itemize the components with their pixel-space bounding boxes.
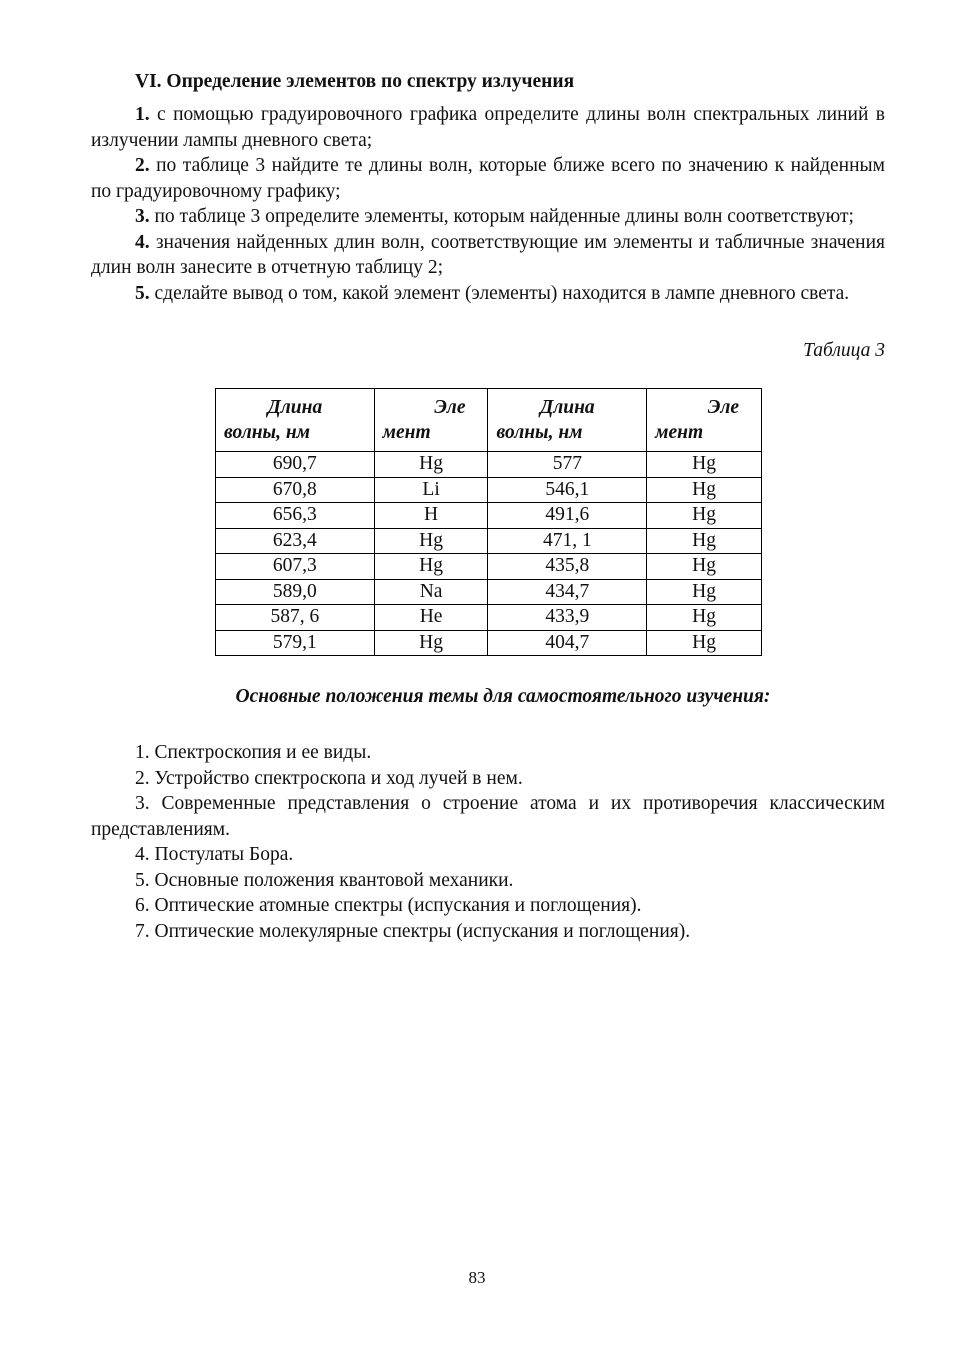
list-item: 2. Устройство спектроскопа и ход лучей в нем. [135,767,523,789]
wavelength-cell: 404,7 [488,630,647,656]
wavelength-cell: 435,8 [488,554,647,580]
wavelength-cell: 690,7 [216,452,375,478]
header-wavelength: Длина волны, нм [488,389,647,452]
element-cell: Hg [647,477,762,503]
step-text: сделайте вывод о том, какой элемент (элементы) находится в лампе дневного света. [149,282,850,304]
table-row [216,630,762,656]
element-cell: Hg [374,452,488,478]
element-cell: Hg [374,630,488,656]
step-item [91,102,885,153]
element-cell: Hg [374,528,488,554]
element-cell: He [374,605,488,631]
table-row [216,605,762,631]
list-item: 4. Постулаты Бора. [135,844,294,865]
study-topics-list [91,740,885,944]
table-row [216,452,762,478]
step-number: 1. [135,104,150,125]
wavelength-cell: 607,3 [216,554,375,580]
section-heading: VI. Определение элементов по спектру излучения [135,71,575,92]
element-cell: Hg [647,579,762,605]
step-number: 3. [135,206,150,227]
wavelength-cell: 471, 1 [488,528,647,554]
list-item: 3. Современные представления о строение атома и их противоречия классическим представлениям. [91,793,885,840]
page-content [91,68,885,944]
step-item [91,153,885,204]
wavelength-cell: 546,1 [488,477,647,503]
element-cell: H [374,503,488,529]
element-cell: Na [374,579,488,605]
wavelength-cell: 670,8 [216,477,375,503]
wavelength-cell: 656,3 [216,503,375,529]
element-cell: Hg [647,452,762,478]
table-row [216,579,762,605]
instruction-steps [91,102,885,306]
list-item: 5. Основные положения квантовой механики. [135,869,514,891]
table-caption: Таблица 3 [803,340,885,361]
list-item: 7. Оптические молекулярные спектры (испускания и поглощения). [135,920,691,942]
step-item [91,230,885,281]
wavelength-cell: 434,7 [488,579,647,605]
element-cell: Hg [647,503,762,529]
table-row [216,528,762,554]
header-wavelength: Длина волны, нм [216,389,375,452]
step-number: 2. [135,155,150,176]
table-row [216,503,762,529]
wavelength-cell: 433,9 [488,605,647,631]
wavelength-cell: 623,4 [216,528,375,554]
step-item [91,204,885,230]
step-text: по таблице 3 определите элементы, которым найденные длины волн соответствуют; [149,206,854,227]
element-cell: Hg [647,554,762,580]
step-number: 4. [135,231,150,253]
step-text: значения найденных длин волн, соответствующие им элементы и табличные значения длин волн занесите в отчетную таблицу 2; [91,231,885,278]
wavelength-cell: 491,6 [488,503,647,529]
element-cell: Hg [374,554,488,580]
wavelength-cell: 587, 6 [216,605,375,631]
table-row [216,554,762,580]
header-element: Эле мент [374,389,488,452]
table-row [216,477,762,503]
table-header-row [216,389,762,452]
element-cell: Li [374,477,488,503]
wavelength-cell: 577 [488,452,647,478]
step-text: с помощью градуировочного графика определите длины волн спектральных линий в излучении лампы дневного света; [91,104,885,151]
element-cell: Hg [647,630,762,656]
wavelength-table [215,388,762,656]
element-cell: Hg [647,605,762,631]
element-cell: Hg [647,528,762,554]
step-item [91,281,885,307]
study-topics-title: Основные положения темы для самостоятельного изучения: [235,686,771,707]
list-item: 6. Оптические атомные спектры (испускания и поглощения). [135,895,642,916]
wavelength-cell: 589,0 [216,579,375,605]
step-number: 5. [135,282,150,304]
header-element: Эле мент [647,389,762,452]
step-text: по таблице 3 найдите те длины волн, которые ближе всего по значению к найденным по градуировочному графику; [91,155,885,202]
page-number: 83 [468,1268,486,1287]
list-item: 1. Спектроскопия и ее виды. [135,742,372,763]
wavelength-cell: 579,1 [216,630,375,656]
